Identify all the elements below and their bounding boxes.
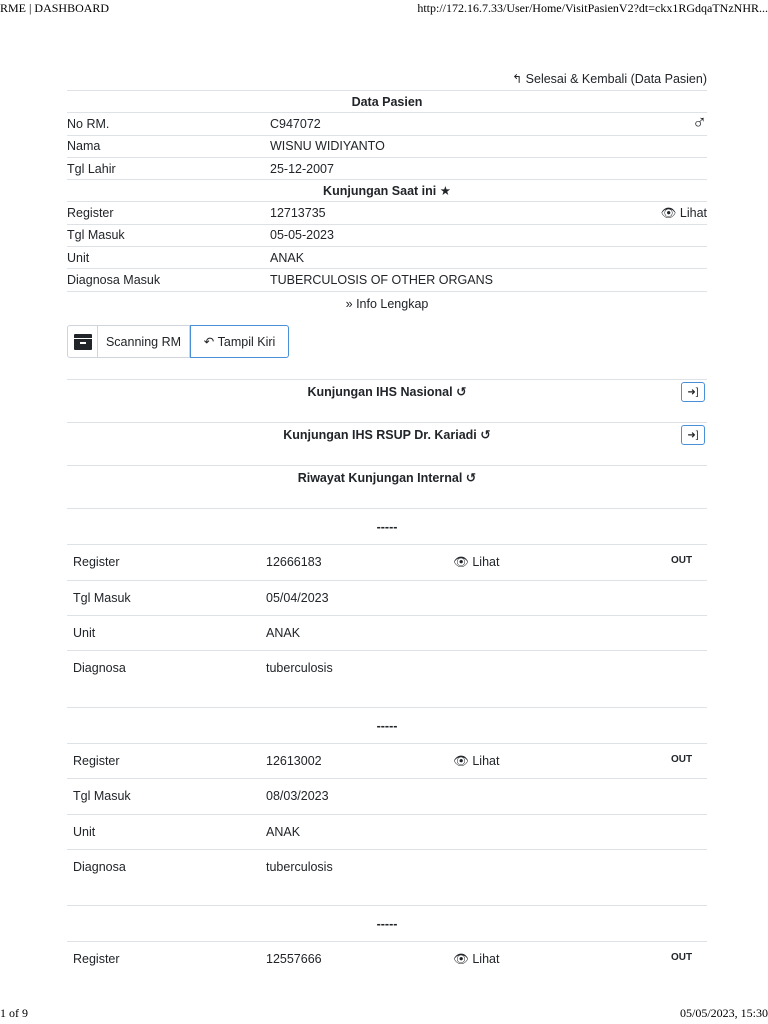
eye-icon: 👁︎ (453, 952, 469, 967)
status-badge: OUT (671, 753, 693, 765)
eye-icon: 👁︎ (660, 205, 677, 220)
action-button-group (67, 325, 707, 358)
back-button[interactable] (512, 72, 707, 86)
view-visit-link[interactable]: 👁︎ Lihat (453, 753, 500, 768)
table-row: Diagnosa tuberculosis (67, 849, 707, 884)
status-badge: OUT (671, 555, 693, 567)
row-value: TUBERCULOSIS OF OTHER ORGANS (270, 269, 707, 291)
table-row: Register 12613002 👁︎ Lihat OUT (67, 743, 707, 778)
row-label: Register (67, 202, 270, 224)
row-value: 05-05-2023 (270, 224, 707, 246)
table-row: Unit ANAK (67, 615, 707, 650)
eye-icon: 👁︎ (453, 555, 469, 570)
row-label: Tgl Masuk (67, 224, 270, 246)
row-value: WISNU WIDIYANTO (270, 135, 707, 157)
scanning-rm-button[interactable]: Scanning RM (97, 325, 190, 358)
visit-separator: ----- (67, 905, 707, 941)
archive-button[interactable] (67, 325, 97, 358)
main-content (67, 66, 707, 977)
archive-icon (74, 334, 92, 350)
row-label: Tgl Lahir (67, 157, 270, 179)
row-label: Diagnosa Masuk (67, 269, 270, 291)
row-value: ANAK (270, 247, 707, 269)
row-value: 12713735 (270, 202, 508, 224)
current-visit-heading: Kunjungan Saat ini ★ (67, 180, 707, 202)
table-row (67, 157, 707, 179)
print-datetime: 05/05/2023, 15:30 (679, 1006, 768, 1020)
table-row (67, 224, 707, 246)
row-label: No RM. (67, 113, 270, 135)
male-icon: ♂ (692, 112, 707, 135)
reply-all-icon: ↶ (203, 335, 215, 350)
print-footer (0, 1006, 768, 1022)
row-label: Unit (67, 247, 270, 269)
reply-icon: ↰ (512, 72, 523, 86)
table-row: Tgl Masuk 08/03/2023 (67, 778, 707, 813)
riwayat-title[interactable]: Riwayat Kunjungan Internal ↺ (297, 471, 477, 486)
star-icon: ★ (439, 184, 451, 199)
patient-info-table (67, 90, 707, 291)
table-row: Register 12666183 👁︎ Lihat OUT (67, 544, 707, 579)
history-icon: ↺ (456, 385, 467, 400)
status-badge: OUT (671, 952, 693, 964)
row-value: C947072 (270, 113, 508, 135)
table-row: Tgl Masuk 05/04/2023 (67, 580, 707, 615)
ihs-rsup-section (67, 422, 707, 465)
double-chevron-right-icon: » (345, 297, 353, 312)
tampil-kiri-button[interactable]: ↶ Tampil Kiri (190, 325, 289, 358)
print-url: http://172.16.7.33/User/Home/VisitPasienV2?dt=ckx1RGdqaTNzNHR... (417, 1, 768, 15)
riwayat-section (67, 465, 707, 508)
table-row: Unit ANAK (67, 814, 707, 849)
history-icon: ↺ (480, 428, 491, 443)
table-row (67, 202, 707, 224)
ihs-rsup-login-button[interactable] (681, 425, 705, 445)
back-row (67, 66, 707, 90)
visit-separator: ----- (67, 508, 707, 544)
view-current-link[interactable]: 👁︎ Lihat (660, 205, 707, 220)
row-value: 25-12-2007 (270, 157, 707, 179)
page-number: 1 of 9 (0, 1006, 28, 1020)
ihs-nasional-section (67, 379, 707, 422)
history-icon: ↺ (465, 471, 477, 486)
print-title: RME | DASHBOARD (0, 1, 110, 15)
back-label: Selesai & Kembali (Data Pasien) (525, 72, 707, 86)
table-row (67, 269, 707, 291)
table-row (67, 113, 707, 135)
view-visit-link[interactable]: 👁︎ Lihat (453, 952, 500, 967)
print-header (0, 1, 768, 17)
eye-icon: 👁︎ (453, 753, 469, 768)
table-row: Register 12557666 👁︎ Lihat OUT (67, 941, 707, 976)
sign-in-icon: ➜] (687, 429, 699, 441)
row-label: Nama (67, 135, 270, 157)
ihs-nasional-login-button[interactable] (681, 382, 705, 402)
table-row (67, 247, 707, 269)
info-lengkap-link[interactable]: » Info Lengkap (67, 291, 707, 315)
table-row: Diagnosa tuberculosis (67, 650, 707, 685)
sign-in-icon: ➜] (687, 386, 699, 398)
ihs-nasional-title[interactable]: Kunjungan IHS Nasional ↺ (307, 385, 467, 400)
visit-separator: ----- (67, 707, 707, 743)
ihs-rsup-title[interactable]: Kunjungan IHS RSUP Dr. Kariadi ↺ (283, 428, 491, 443)
view-visit-link[interactable]: 👁︎ Lihat (453, 555, 500, 570)
table-row (67, 135, 707, 157)
patient-heading: Data Pasien (67, 91, 707, 113)
